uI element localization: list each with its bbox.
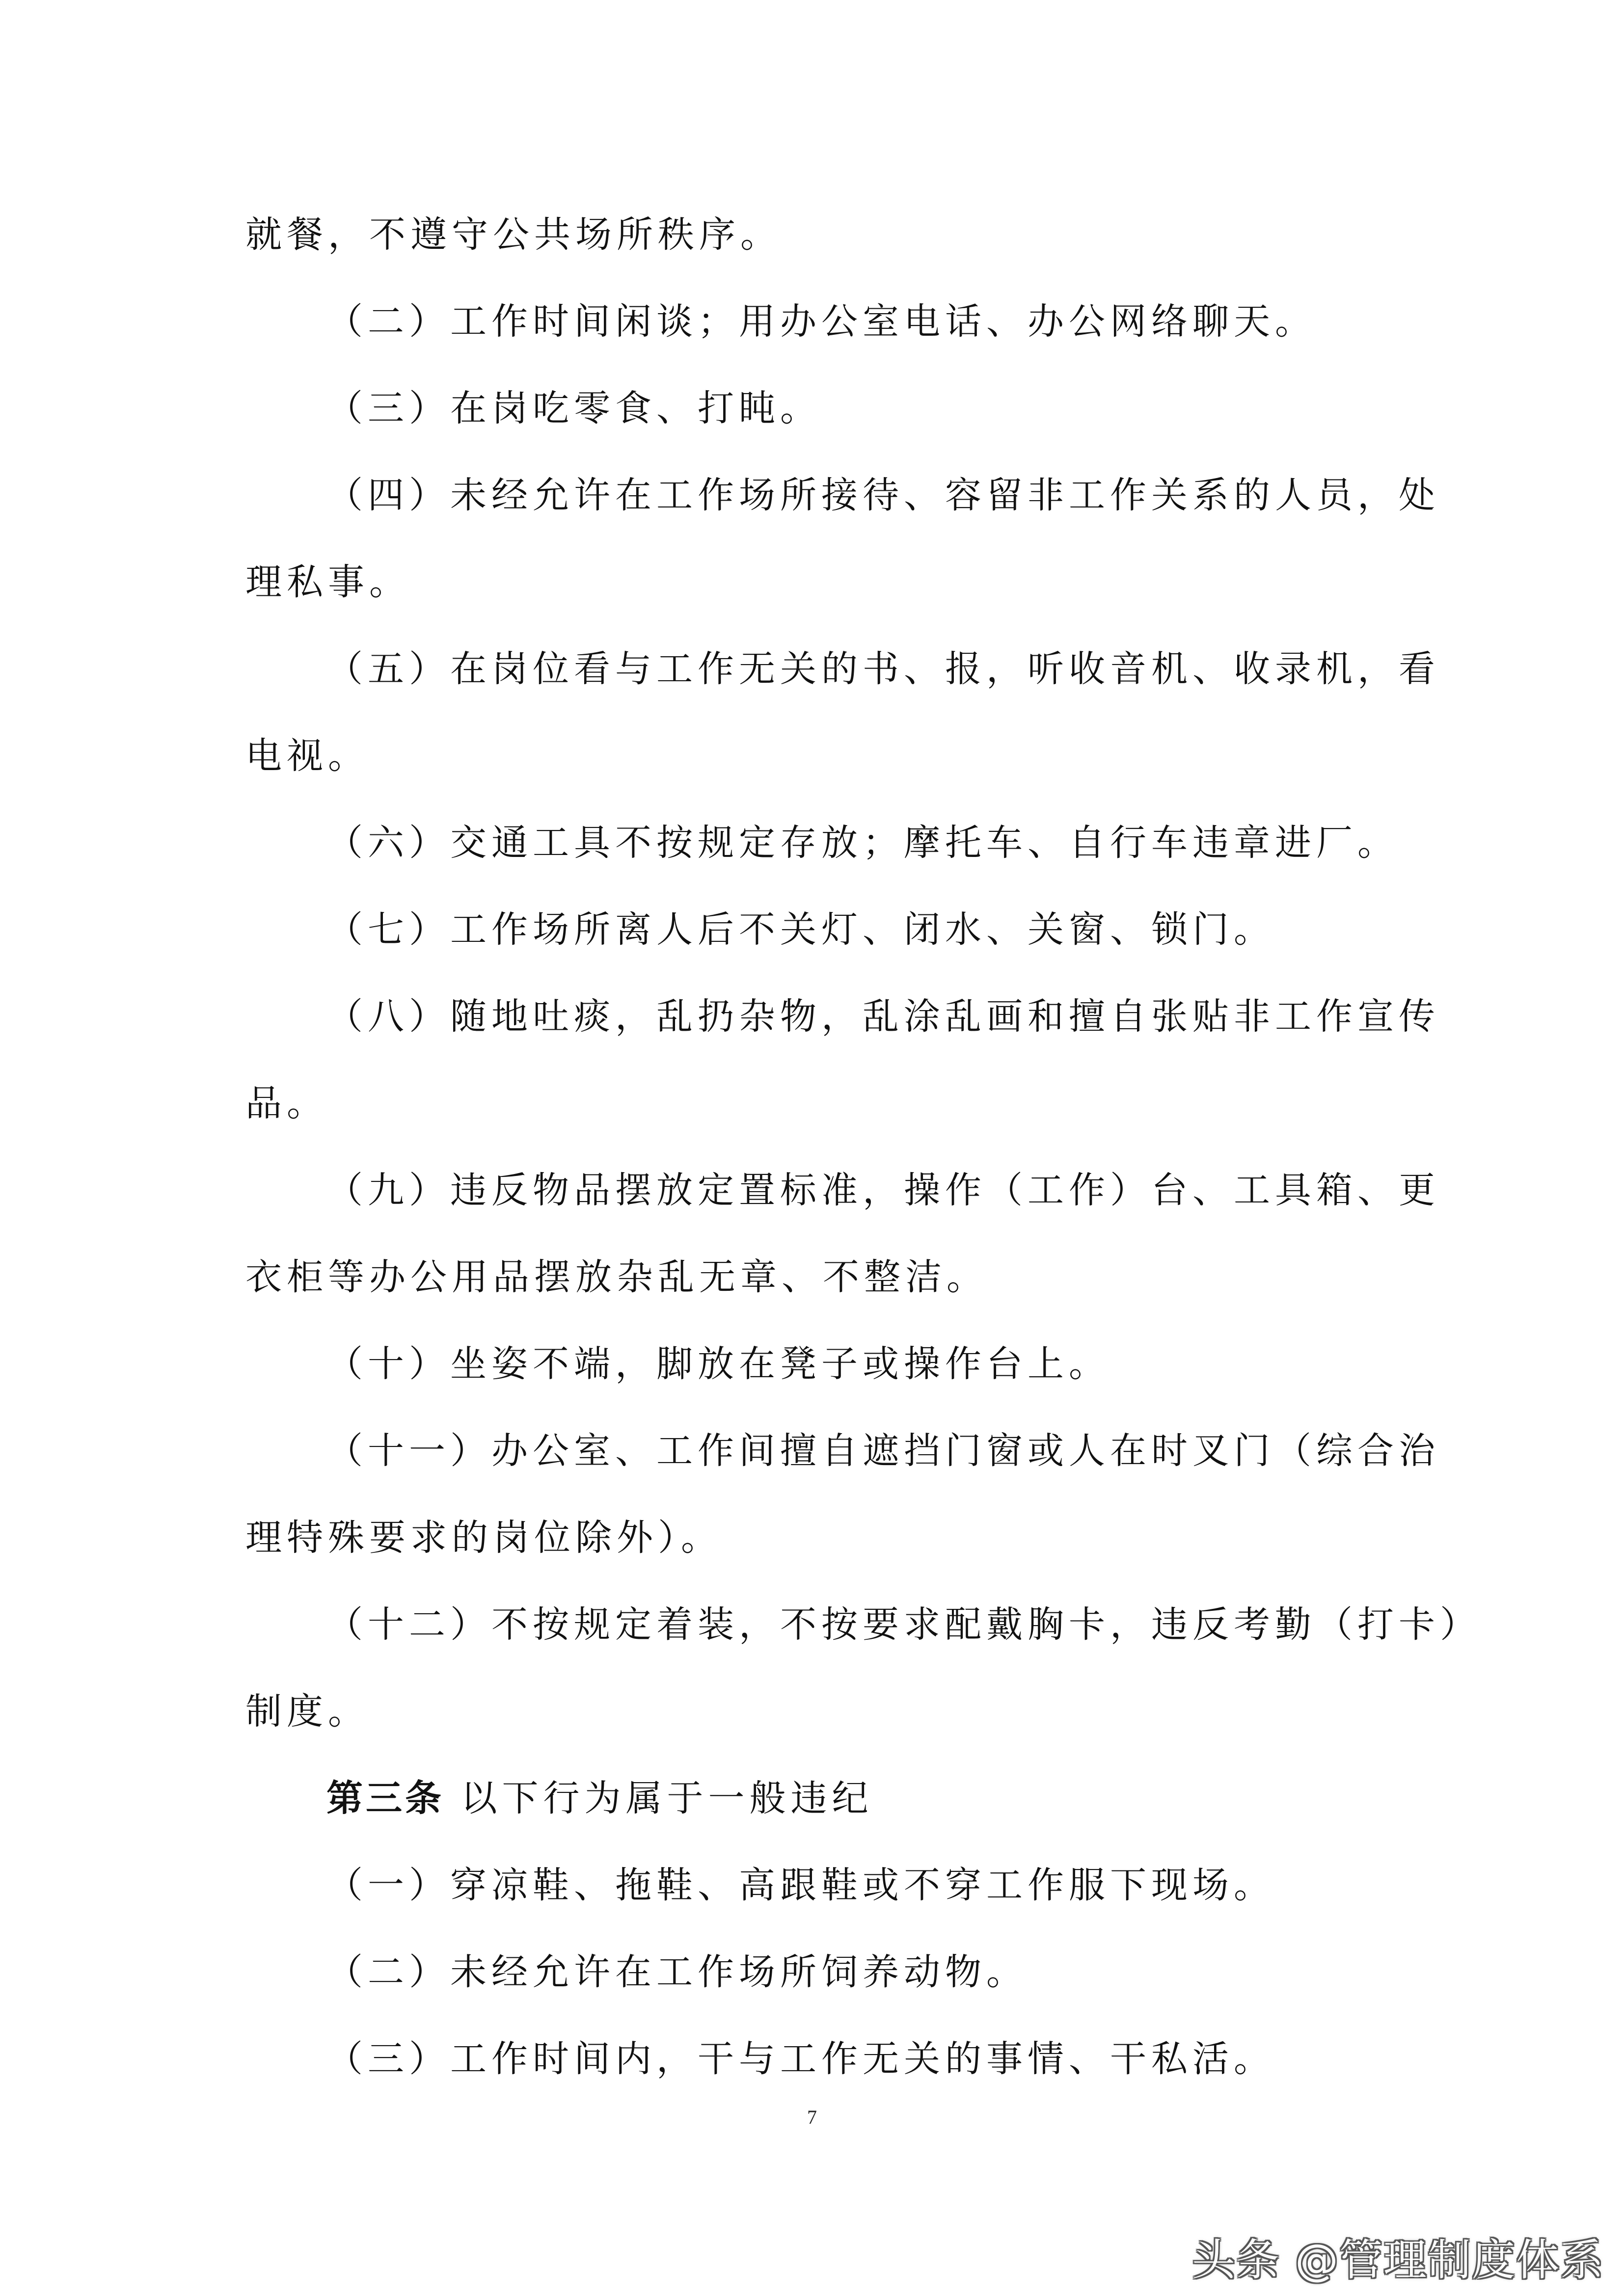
watermark: 头条 @管理制度体系 <box>1192 2235 1604 2285</box>
list-item: （八）随地吐痰，乱扔杂物，乱涂乱画和擅自张贴非工作宣传 <box>326 995 1440 1038</box>
list-item: （四）未经允许在工作场所接待、容留非工作关系的人员，处 <box>326 474 1440 516</box>
list-item: （三）在岗吃零食、打盹。 <box>326 387 821 429</box>
list-item: （十二）不按规定着装，不按要求配戴胸卡，违反考勤（打卡） <box>326 1603 1481 1646</box>
list-item: （七）工作场所离人后不关灯、闭水、关窗、锁门。 <box>326 908 1275 951</box>
paragraph-line: 就餐，不遵守公共场所秩序。 <box>245 214 782 256</box>
page-number: 7 <box>807 2106 817 2128</box>
list-item: （一）穿凉鞋、拖鞋、高跟鞋或不穿工作服下现场。 <box>326 1864 1275 1906</box>
list-item: （十）坐姿不端，脚放在凳子或操作台上。 <box>326 1343 1110 1385</box>
paragraph-line: 衣柜等办公用品摆放杂乱无章、不整洁。 <box>245 1256 988 1298</box>
article-heading-line <box>326 1774 873 1823</box>
list-item: （二）工作时间闲谈；用办公室电话、办公网络聊天。 <box>326 300 1316 343</box>
paragraph-line: 品。 <box>245 1082 328 1124</box>
paragraph-line: 制度。 <box>245 1690 369 1733</box>
article-heading-text: 以下行为属于一般违纪 <box>460 1777 873 1819</box>
list-item: （六）交通工具不按规定存放；摩托车、自行车违章进厂。 <box>326 822 1399 864</box>
paragraph-line: 电视。 <box>245 735 369 777</box>
paragraph-line: 理私事。 <box>245 561 410 603</box>
list-item: （十一）办公室、工作间擅自遮挡门窗或人在时叉门（综合治 <box>326 1430 1440 1472</box>
article-heading: 第三条 <box>326 1777 444 1819</box>
list-item: （三）工作时间内，干与工作无关的事情、干私活。 <box>326 2038 1275 2080</box>
list-item: （二）未经允许在工作场所饲养动物。 <box>326 1951 1028 1993</box>
list-item: （九）违反物品摆放定置标准，操作（工作）台、工具箱、更 <box>326 1169 1440 1211</box>
paragraph-line: 理特殊要求的岗位除外）。 <box>245 1517 722 1559</box>
list-item: （五）在岗位看与工作无关的书、报，听收音机、收录机，看 <box>326 648 1440 690</box>
